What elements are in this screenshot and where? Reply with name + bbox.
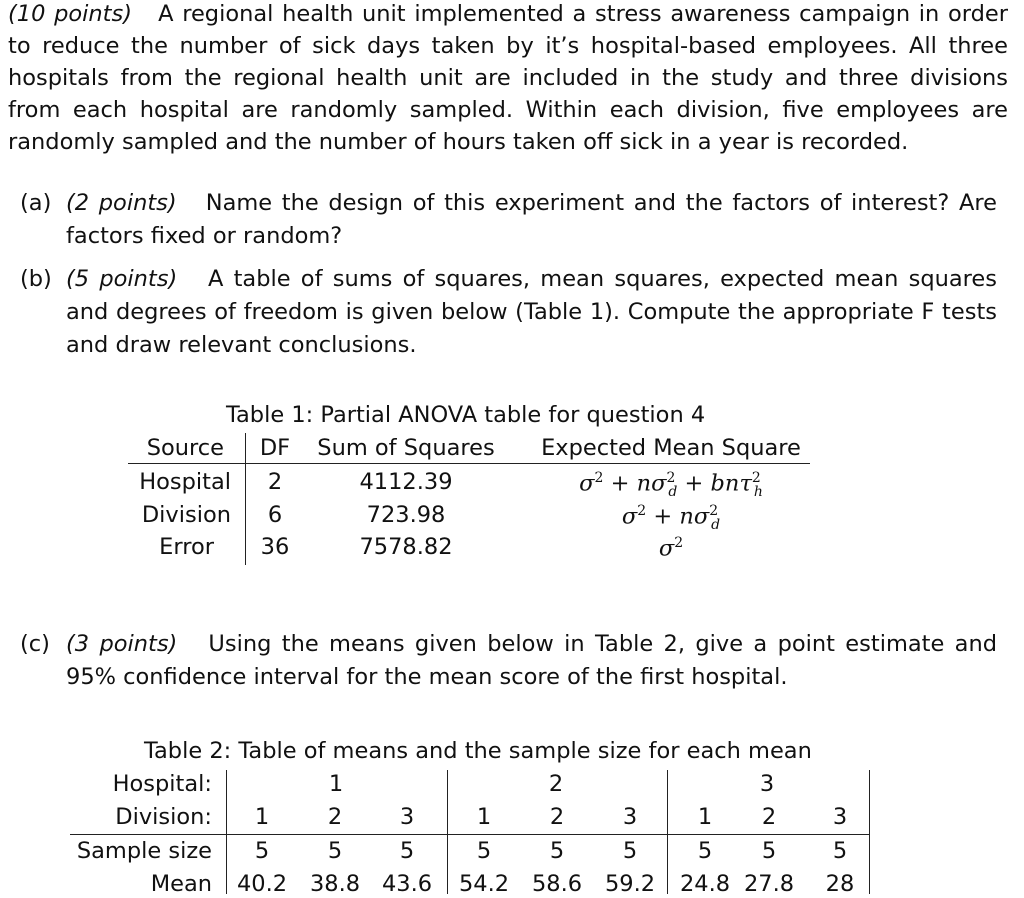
table2-sample-size-cell: 5 bbox=[761, 838, 777, 864]
table1-df: 36 bbox=[260, 534, 290, 560]
table2-division-cell: 2 bbox=[327, 804, 343, 830]
part-a-label: (a) bbox=[20, 190, 52, 216]
table1-ems-hospital: $\sigma^2 + n\sigma^2_d + bn\tau^2_h$ bbox=[579, 470, 763, 500]
table2-division-cell: 1 bbox=[254, 804, 270, 830]
table2-mean-cell: 28 bbox=[825, 871, 855, 897]
table2-mean-cell: 58.6 bbox=[531, 871, 583, 897]
table1-header-source: Source bbox=[146, 435, 224, 461]
part-a-text bbox=[66, 187, 997, 253]
part-c-points: (3 points) bbox=[66, 631, 178, 657]
table2-divider bbox=[226, 770, 227, 894]
part-b-text bbox=[66, 263, 997, 362]
table1-df: 2 bbox=[267, 469, 283, 495]
table2-mean-cell: 40.2 bbox=[236, 871, 288, 897]
part-a-points: (2 points) bbox=[66, 190, 177, 216]
table2-sample-size-cell: 5 bbox=[697, 838, 713, 864]
table1-ss: 723.98 bbox=[366, 502, 446, 528]
table2-sample-size-cell: 5 bbox=[832, 838, 848, 864]
table2-rule bbox=[70, 834, 870, 835]
table2-sample-size-cell: 5 bbox=[399, 838, 415, 864]
table2-mean-cell: 24.8 bbox=[679, 871, 731, 897]
table2-mean-cell: 54.2 bbox=[458, 871, 510, 897]
table2-sample-size-cell: 5 bbox=[254, 838, 270, 864]
table1-header-df: DF bbox=[259, 435, 291, 461]
table2-mean-cell: 38.8 bbox=[309, 871, 361, 897]
table2-hospital: 1 bbox=[328, 771, 344, 797]
table2-division-cell: 3 bbox=[832, 804, 848, 830]
table1-divider bbox=[245, 433, 246, 565]
part-c-text bbox=[66, 628, 997, 694]
table2-division-cell: 1 bbox=[697, 804, 713, 830]
intro-points: (10 points) bbox=[8, 1, 132, 27]
table2-label-division: Division: bbox=[115, 804, 212, 830]
intro-text: A regional health unit implemented a stress awareness campaign in order to reduce the number of sick days taken by it’s hospital-based employees. All three hospitals from the regional health unit are included in the study and three divisions from each hospital are randomly sampled. Within each division, five employees are randomly sampled and the number of hours taken off sick in a year is recorded. bbox=[8, 1, 1008, 155]
intro-paragraph bbox=[8, 0, 1008, 158]
table2-sample-size-cell: 5 bbox=[622, 838, 638, 864]
table1-source: Error bbox=[159, 534, 214, 560]
part-c-label: (c) bbox=[20, 631, 50, 657]
table2-division-cell: 3 bbox=[399, 804, 415, 830]
table1-df: 6 bbox=[267, 502, 283, 528]
table2-label-mean: Mean bbox=[150, 871, 212, 897]
table1-ss: 4112.39 bbox=[359, 469, 453, 495]
table1-caption: Table 1: Partial ANOVA table for question 4 bbox=[226, 402, 706, 428]
table2-hospital: 3 bbox=[759, 771, 775, 797]
table1-ems-division: $\sigma^2 + n\sigma^2_d$ bbox=[621, 503, 721, 533]
table2-sample-size-cell: 5 bbox=[476, 838, 492, 864]
table2-sample-size-cell: 5 bbox=[327, 838, 343, 864]
table2-mean-cell: 59.2 bbox=[604, 871, 656, 897]
part-a-question: Name the design of this experiment and the factors of interest? Are factors fixed or random? bbox=[66, 190, 997, 249]
table2-label-sample-size: Sample size bbox=[76, 838, 212, 864]
table1-header-ss: Sum of Squares bbox=[317, 435, 495, 461]
table2-hospital: 2 bbox=[548, 771, 564, 797]
table1-header-ems: Expected Mean Square bbox=[541, 435, 801, 461]
table2-divider bbox=[667, 770, 668, 894]
table2-mean-cell: 27.8 bbox=[743, 871, 795, 897]
part-b-question: A table of sums of squares, mean squares, expected mean squares and degrees of freedom is given below (Table 1). Compute the appropriate F tests and draw relevant conclusions. bbox=[66, 266, 997, 358]
table2-division-cell: 2 bbox=[761, 804, 777, 830]
table2-mean-cell: 43.6 bbox=[381, 871, 433, 897]
table1-source: Division bbox=[141, 502, 231, 528]
table2-label-hospital: Hospital: bbox=[112, 771, 212, 797]
table2-division-cell: 3 bbox=[622, 804, 638, 830]
table2-sample-size-cell: 5 bbox=[549, 838, 565, 864]
part-b-points: (5 points) bbox=[66, 266, 178, 292]
table2-caption: Table 2: Table of means and the sample size for each mean bbox=[144, 738, 812, 764]
table1-ems-error: $\sigma^2$ bbox=[658, 535, 684, 562]
part-b-label: (b) bbox=[20, 266, 52, 292]
table1-ss: 7578.82 bbox=[359, 534, 453, 560]
table2-division-cell: 1 bbox=[476, 804, 492, 830]
table2-division-cell: 2 bbox=[549, 804, 565, 830]
table2-divider bbox=[447, 770, 448, 894]
table1-source: Hospital bbox=[139, 469, 231, 495]
part-c-question: Using the means given below in Table 2, give a point estimate and 95% confidence interval for the mean score of the first hospital. bbox=[66, 631, 997, 690]
